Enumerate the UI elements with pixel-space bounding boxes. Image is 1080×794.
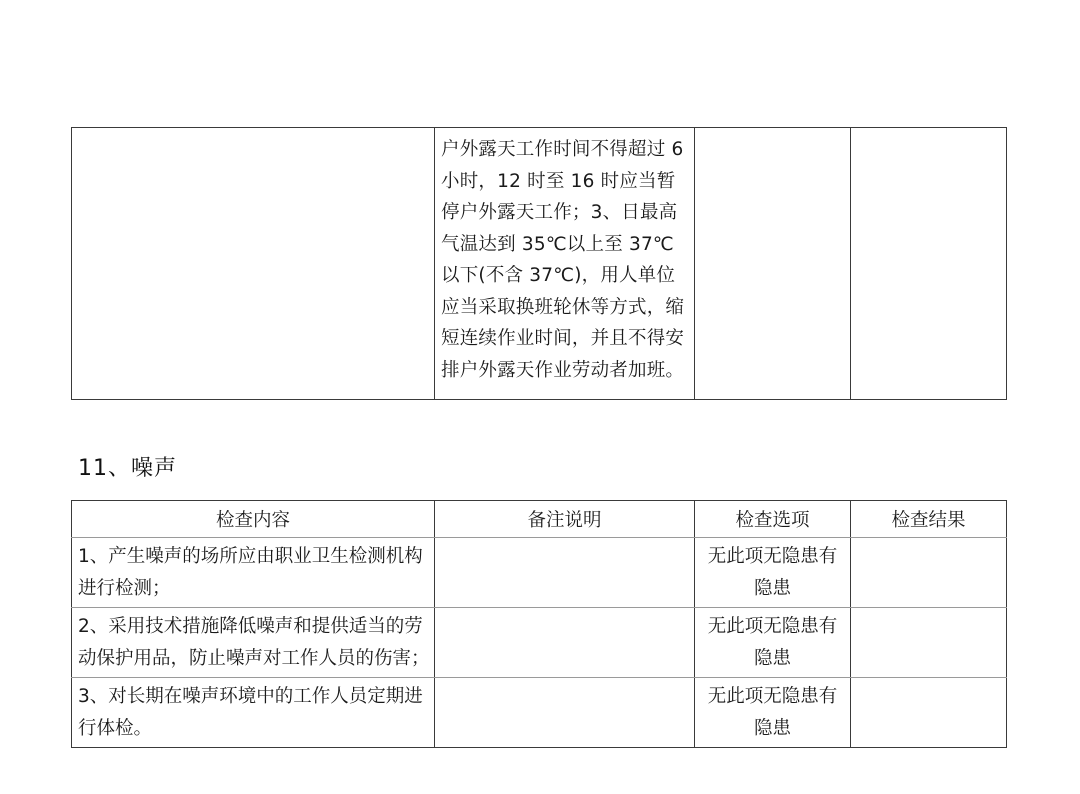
result-cell xyxy=(851,608,1007,678)
option-cell: 无此项无隐患有隐患 xyxy=(695,608,851,678)
table-row xyxy=(72,678,1007,748)
content-cell: 2、采用技术措施降低噪声和提供适当的劳动保护用品，防止噪声对工作人员的伤害； xyxy=(72,608,435,678)
noise-check-table xyxy=(71,500,1007,748)
column-header-result: 检查结果 xyxy=(851,501,1007,538)
result-cell xyxy=(851,538,1007,608)
table-row xyxy=(72,538,1007,608)
previous-section-table xyxy=(71,127,1007,400)
result-cell xyxy=(851,678,1007,748)
content-cell xyxy=(72,128,435,400)
content-cell: 3、对长期在噪声环境中的工作人员定期进行体检。 xyxy=(72,678,435,748)
option-cell xyxy=(695,128,851,400)
note-cell xyxy=(435,678,695,748)
note-cell xyxy=(435,608,695,678)
option-cell: 无此项无隐患有隐患 xyxy=(695,538,851,608)
column-header-option: 检查选项 xyxy=(695,501,851,538)
section-title: 11、噪声 xyxy=(78,456,177,481)
table-header-row xyxy=(72,501,1007,538)
result-cell xyxy=(851,128,1007,400)
note-cell: 户外露天工作时间不得超过 6 小时，12 时至 16 时应当暂停户外露天工作；3、日最高气温达到 35℃以上至 37℃以下(不含 37℃)，用人单位应当采取换班轮休等方式，缩短连续作业时间，并且不得安排户外露天作业劳动者加班。 xyxy=(435,128,695,400)
column-header-content: 检查内容 xyxy=(72,501,435,538)
table-row xyxy=(72,608,1007,678)
table-row xyxy=(72,128,1007,400)
note-cell xyxy=(435,538,695,608)
option-cell: 无此项无隐患有隐患 xyxy=(695,678,851,748)
content-cell: 1、产生噪声的场所应由职业卫生检测机构进行检测； xyxy=(72,538,435,608)
column-header-note: 备注说明 xyxy=(435,501,695,538)
